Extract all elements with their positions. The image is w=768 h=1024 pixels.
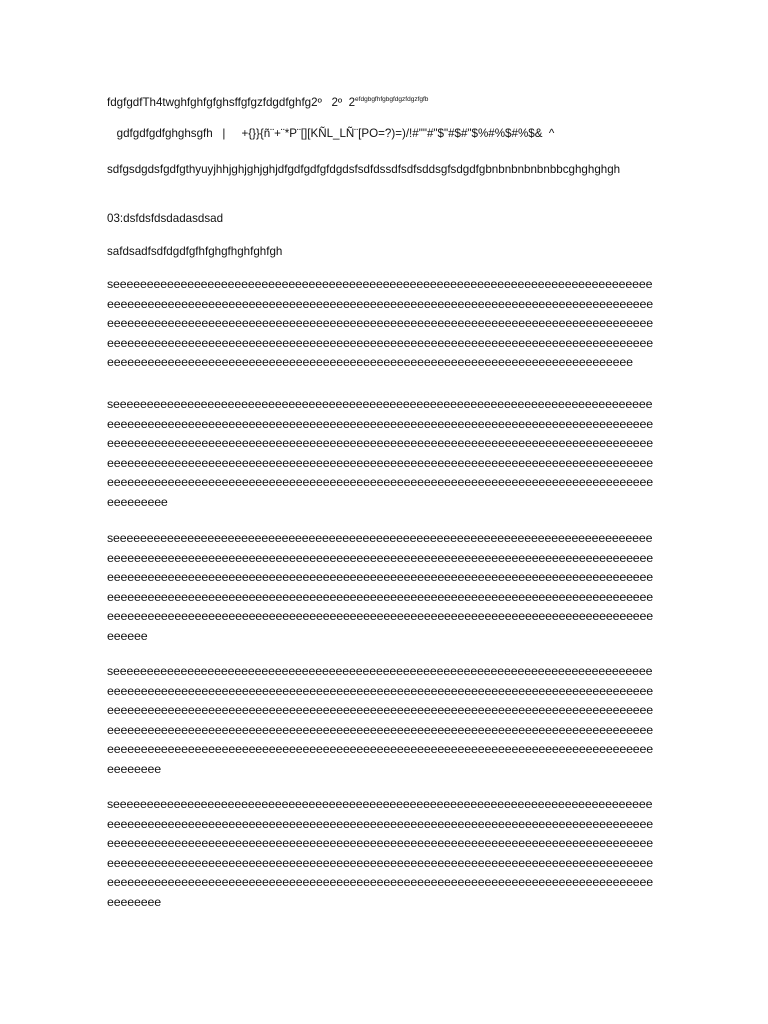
line-1-text: fdgfgdfTh4twghfghfgfghsffgfgzfdgdfghfg2º 2º 2: [107, 96, 356, 109]
document-line-1: [107, 92, 428, 110]
document-line-2: gdfgdfgdfghghsgfh | +{}}{ñ¨+¨*P¨[][KÑL_LÑ¨[PO=?)=)/!#""#"$"#$#"$%#%$#%$& ^: [107, 127, 555, 140]
document-line-5: safdsadfsdfdgdfgfhfghgfhghfghfgh: [107, 245, 283, 258]
paragraph-1: seeeeeeeeeeeeeeeeeeeeeeeeeeeeeeeeeeeeeeeeeeeeeeeeeeeeeeeeeeeeeeeeeeeeeeeeeeeeeeeeeeeeeeeeeeeeeeeeeeeeeeeeeeeeeeeeeeeeeeeeeeeeeeeeeeeeeeeeeeeeeeeeeeeeeeeeeeeeeeeeeeeeeeeeeeeeeeeeeeeeeeeeeeeeeeeeeeeeeeeeeeeeeeeeeeeeeeeeeeeeeeeeeeeeeeeeeeeeeeeeeeeeeeeeeeeeeeeeeeeeeeeeeeeeeeeeeeeeeeeeeeeeeeeeeeeeeeeeeeeeeeeeeeeeeeeeeeeeeeeeeeeeeeeeeeeeeeeeeeeeeeeeeeeeeeeeeeeeeeeeeeeeeeeeeeeeeeeeeeeeeeeeeeeeeeeeeeeeeeeee: [107, 277, 654, 369]
line-1-superscript: efdgbgfhfgbgfdgzfdgzfgfb: [355, 96, 429, 103]
paragraph-2: seeeeeeeeeeeeeeeeeeeeeeeeeeeeeeeeeeeeeeeeeeeeeeeeeeeeeeeeeeeeeeeeeeeeeeeeeeeeeeeeeeeeeeeeeeeeeeeeeeeeeeeeeeeeeeeeeeeeeeeeeeeeeeeeeeeeeeeeeeeeeeeeeeeeeeeeeeeeeeeeeeeeeeeeeeeeeeeeeeeeeeeeeeeeeeeeeeeeeeeeeeeeeeeeeeeeeeeeeeeeeeeeeeeeeeeeeeeeeeeeeeeeeeeeeeeeeeeeeeeeeeeeeeeeeeeeeeeeeeeeeeeeeeeeeeeeeeeeeeeeeeeeeeeeeeeeeeeeeeeeeeeeeeeeeeeeeeeeeeeeeeeeeeeeeeeeeeeeeeeeeeeeeeeeeeeeeeeeeeeeeeeeeeeeeeeeeeeeeeeeeeeeeeeeeeeee: [107, 397, 654, 509]
document-line-4: 03:dsfdsfdsdadasdsad: [107, 212, 224, 225]
document-line-3: sdfgsdgdsfgdfgthyuyjhhjghjghjghjdfgdfgdfgfdgdsfsdfdssdfsdfsddsgfsdgdfgbnbnbnbnbnbbcghghghgh: [107, 163, 621, 176]
paragraph-5: seeeeeeeeeeeeeeeeeeeeeeeeeeeeeeeeeeeeeeeeeeeeeeeeeeeeeeeeeeeeeeeeeeeeeeeeeeeeeeeeeeeeeeeeeeeeeeeeeeeeeeeeeeeeeeeeeeeeeeeeeeeeeeeeeeeeeeeeeeeeeeeeeeeeeeeeeeeeeeeeeeeeeeeeeeeeeeeeeeeeeeeeeeeeeeeeeeeeeeeeeeeeeeeeeeeeeeeeeeeeeeeeeeeeeeeeeeeeeeeeeeeeeeeeeeeeeeeeeeeeeeeeeeeeeeeeeeeeeeeeeeeeeeeeeeeeeeeeeeeeeeeeeeeeeeeeeeeeeeeeeeeeeeeeeeeeeeeeeeeeeeeeeeeeeeeeeeeeeeeeeeeeeeeeeeeeeeeeeeeeeeeeeeeeeeeeeeeeeeeeeeeeeeeeeeee: [107, 797, 654, 909]
paragraph-3: seeeeeeeeeeeeeeeeeeeeeeeeeeeeeeeeeeeeeeeeeeeeeeeeeeeeeeeeeeeeeeeeeeeeeeeeeeeeeeeeeeeeeeeeeeeeeeeeeeeeeeeeeeeeeeeeeeeeeeeeeeeeeeeeeeeeeeeeeeeeeeeeeeeeeeeeeeeeeeeeeeeeeeeeeeeeeeeeeeeeeeeeeeeeeeeeeeeeeeeeeeeeeeeeeeeeeeeeeeeeeeeeeeeeeeeeeeeeeeeeeeeeeeeeeeeeeeeeeeeeeeeeeeeeeeeeeeeeeeeeeeeeeeeeeeeeeeeeeeeeeeeeeeeeeeeeeeeeeeeeeeeeeeeeeeeeeeeeeeeeeeeeeeeeeeeeeeeeeeeeeeeeeeeeeeeeeeeeeeeeeeeeeeeeeeeeeeeeeeeeeeeeeeeeee: [107, 531, 654, 643]
paragraph-4: seeeeeeeeeeeeeeeeeeeeeeeeeeeeeeeeeeeeeeeeeeeeeeeeeeeeeeeeeeeeeeeeeeeeeeeeeeeeeeeeeeeeeeeeeeeeeeeeeeeeeeeeeeeeeeeeeeeeeeeeeeeeeeeeeeeeeeeeeeeeeeeeeeeeeeeeeeeeeeeeeeeeeeeeeeeeeeeeeeeeeeeeeeeeeeeeeeeeeeeeeeeeeeeeeeeeeeeeeeeeeeeeeeeeeeeeeeeeeeeeeeeeeeeeeeeeeeeeeeeeeeeeeeeeeeeeeeeeeeeeeeeeeeeeeeeeeeeeeeeeeeeeeeeeeeeeeeeeeeeeeeeeeeeeeeeeeeeeeeeeeeeeeeeeeeeeeeeeeeeeeeeeeeeeeeeeeeeeeeeeeeeeeeeeeeeeeeeeeeeeeeeeeeeeeeee: [107, 664, 654, 776]
